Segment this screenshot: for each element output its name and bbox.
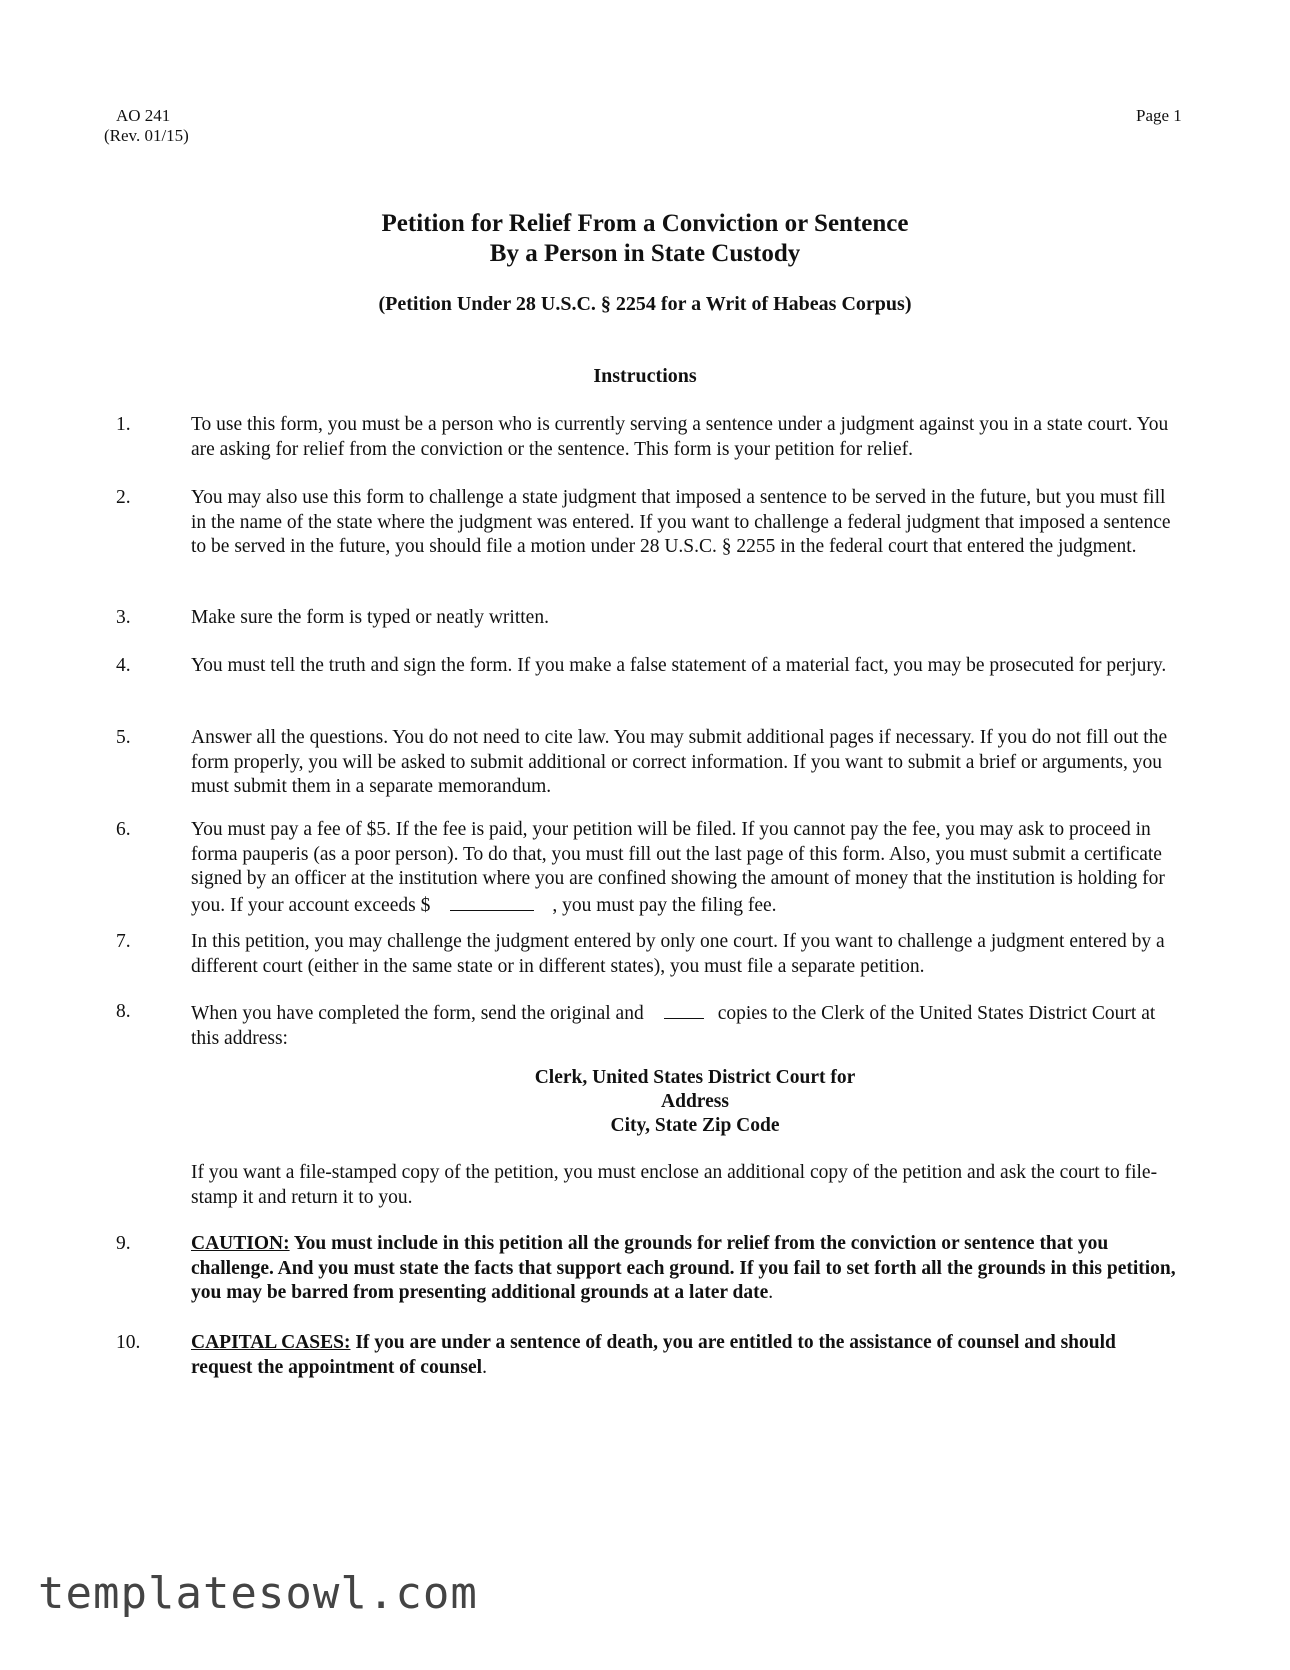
item-number: 9. [116,1233,131,1254]
page-number: Page 1 [1136,106,1182,125]
instruction-item-6 [116,818,1176,918]
form-id: AO 241 [116,106,171,125]
item-number: 2. [116,487,131,508]
item-text-after: , you must pay the filing fee. [552,894,777,916]
instruction-item-8 [116,1000,1176,1051]
clerk-address-line1: Clerk, United States District Court for [534,1067,856,1088]
item-text [191,1232,1176,1306]
item-number: 5. [116,727,131,748]
item-text: Answer all the questions. You do not need to cite law. You may submit additional pages if necessary. If you do not fill out the form properly, you will be asked to submit additional or correct information. If you want to submit a brief or arguments, you must submit them in a separate memorandum. [191,727,1168,797]
item-text-before: You must pay a fee of $5. If the fee is paid, your petition will be filed. If you cannot pay the fee, you may ask to proceed in forma pauperis (as a poor person). To do that, you must fill out the last page of this form. Also, you must submit a certificate signed by an officer at the institution where you are confined showing the amount of money that the institution is holding for you. If your account exceeds $ [191,819,1165,916]
item-text: You must tell the truth and sign the form. If you make a false statement of a material fact, you may be prosecuted for perjury. [191,655,1167,676]
item-number: 1. [116,414,131,435]
account-limit-blank[interactable] [450,892,534,911]
item-text: To use this form, you must be a person who is currently serving a sentence under a judgment against you in a state court. You are asking for relief from the conviction or the sentence. This form is your petition for relief. [191,414,1169,460]
capital-cases-end: . [482,1356,487,1378]
page-subtitle: (Petition Under 28 U.S.C. § 2254 for a Writ of Habeas Corpus) [378,293,912,315]
form-revision: (Rev. 01/15) [104,126,189,145]
page-title: Petition for Relief From a Conviction or Sentence [381,210,909,237]
file-stamp-note-text: If you want a file-stamped copy of the petition, you must enclose an additional copy of the petition and ask the court to file-stamp it and return it to you. [191,1162,1158,1208]
item-number: 8. [116,1001,131,1022]
item-number: 3. [116,607,131,628]
item-text: You may also use this form to challenge a state judgment that imposed a sentence to be served in the future, but you must fill in the name of the state where the judgment was entered. If you want to challenge a federal judgment that imposed a sentence to be served in the future, you should file a motion under 28 U.S.C. § 2255 in the federal court that entered the judgment. [191,487,1171,557]
item-text [191,818,1176,918]
caution-label: CAUTION: [191,1233,290,1254]
caution-end: . [768,1282,774,1303]
file-stamp-note [116,1161,1176,1210]
instruction-item-4 [116,654,1176,679]
instruction-item-3 [116,606,1176,631]
item-text: Make sure the form is typed or neatly written. [191,607,549,628]
item-text-after: copies to the Clerk of the United States District Court at this address: [191,1003,1156,1049]
item-text-before: When you have completed the form, send the original and [191,1003,644,1024]
capital-cases-label: CAPITAL CASES: [191,1332,351,1353]
page-title-line2: By a Person in State Custody [489,240,801,267]
item-text: In this petition, you may challenge the judgment entered by only one court. If you want to challenge a judgment entered by a different court (either in the same state or in different states), you must file a separate petition. [191,931,1165,977]
instruction-item-7 [116,930,1176,979]
watermark: templatesowl.com [38,1568,478,1619]
clerk-address-line2: Address [661,1091,729,1112]
instructions-heading: Instructions [593,365,697,387]
item-number: 10. [116,1332,141,1353]
item-number: 7. [116,931,131,952]
instruction-item-2 [116,486,1176,560]
item-text [191,1331,1176,1380]
item-number: 4. [116,655,131,676]
item-text [191,1000,1176,1051]
caution-text: You must include in this petition all the grounds for relief from the conviction or sentence that you challenge. And you must state the facts that support each ground. If you fail to set forth all the grounds in this petition, you may be barred from presenting additional grounds at a later date [191,1233,1176,1303]
instruction-item-9 [116,1232,1176,1306]
item-number: 6. [116,819,131,840]
instruction-item-1 [116,413,1176,462]
capital-cases-text: If you are under a sentence of death, you are entitled to the assistance of counsel and should request the appointment of counsel [191,1332,1116,1378]
instruction-item-10 [116,1331,1176,1380]
copies-count-blank[interactable] [664,1000,704,1019]
instruction-item-5 [116,726,1176,800]
clerk-address-line3: City, State Zip Code [610,1115,780,1136]
